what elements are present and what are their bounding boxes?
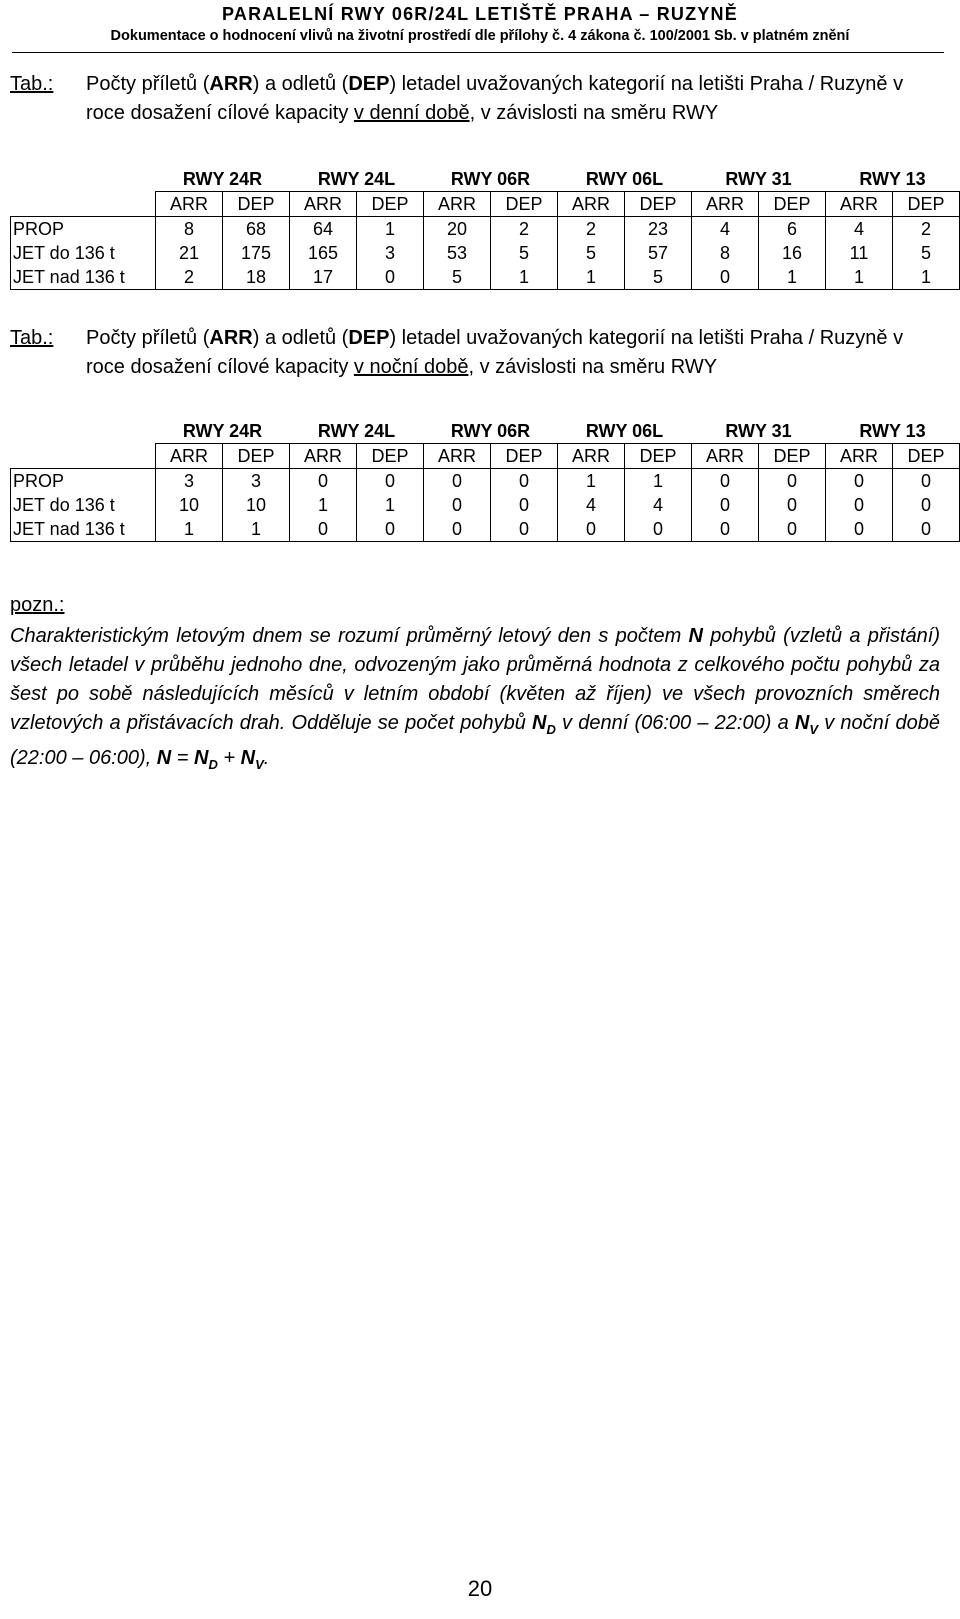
column-header: ARR xyxy=(156,192,223,217)
table-cell: 4 xyxy=(692,217,759,242)
table-cell: 0 xyxy=(424,469,491,494)
table-cell: 10 xyxy=(156,493,223,517)
column-header: ARR xyxy=(424,444,491,469)
page-number: 20 xyxy=(467,1576,493,1601)
row-label: PROP xyxy=(11,469,156,494)
table-cell: 0 xyxy=(491,493,558,517)
table-cell: 0 xyxy=(893,469,960,494)
table-cell: 0 xyxy=(290,469,357,494)
table-cell: 1 xyxy=(290,493,357,517)
runway-header: RWY 31 xyxy=(725,421,792,441)
table-cell: 0 xyxy=(357,517,424,542)
runway-header: RWY 06L xyxy=(585,169,664,189)
table-cell: 0 xyxy=(558,517,625,542)
runway-header: RWY 06L xyxy=(585,421,664,441)
table-cell: 0 xyxy=(759,469,826,494)
table-day xyxy=(10,167,960,290)
column-header: DEP xyxy=(223,444,290,469)
table-cell: 18 xyxy=(223,265,290,290)
column-header: ARR xyxy=(692,444,759,469)
column-header: DEP xyxy=(759,444,826,469)
runway-header: RWY 06R xyxy=(450,169,531,189)
table-cell: 175 xyxy=(223,241,290,265)
table-cell: 3 xyxy=(223,469,290,494)
subheader-spacer xyxy=(11,192,156,217)
column-header: DEP xyxy=(223,192,290,217)
table-cell: 4 xyxy=(558,493,625,517)
table-cell: 64 xyxy=(290,217,357,242)
table-cell: 0 xyxy=(893,517,960,542)
column-header: ARR xyxy=(826,192,893,217)
table-cell: 16 xyxy=(759,241,826,265)
table-cell: 0 xyxy=(692,469,759,494)
table-cell: 0 xyxy=(826,493,893,517)
table-cell: 1 xyxy=(491,265,558,290)
column-header: DEP xyxy=(893,192,960,217)
header-rule xyxy=(12,52,944,53)
column-header: DEP xyxy=(357,444,424,469)
table-cell: 0 xyxy=(826,469,893,494)
runway-header: RWY 24L xyxy=(317,169,396,189)
table-row xyxy=(11,493,960,517)
column-header: DEP xyxy=(893,444,960,469)
table-row xyxy=(11,469,960,494)
table-cell: 68 xyxy=(223,217,290,242)
column-header: ARR xyxy=(290,444,357,469)
table-cell: 2 xyxy=(893,217,960,242)
row-label: JET do 136 t xyxy=(11,241,156,265)
table-cell: 8 xyxy=(156,217,223,242)
table-night xyxy=(10,419,960,542)
table-cell: 17 xyxy=(290,265,357,290)
table-cell: 0 xyxy=(692,493,759,517)
table-cell: 5 xyxy=(424,265,491,290)
column-header: DEP xyxy=(625,444,692,469)
table-cell: 1 xyxy=(156,517,223,542)
table-cell: 0 xyxy=(759,517,826,542)
table-cell: 0 xyxy=(290,517,357,542)
table-cell: 5 xyxy=(491,241,558,265)
table-cell: 21 xyxy=(156,241,223,265)
table-cell: 1 xyxy=(357,493,424,517)
table-cell: 0 xyxy=(893,493,960,517)
note-label: pozn.: xyxy=(10,594,65,616)
caption-label: Tab.: xyxy=(10,73,54,95)
table-cell: 5 xyxy=(625,265,692,290)
column-header: ARR xyxy=(826,444,893,469)
table-cell: 1 xyxy=(826,265,893,290)
table-cell: 23 xyxy=(625,217,692,242)
column-header: ARR xyxy=(290,192,357,217)
table-cell: 0 xyxy=(424,493,491,517)
table-cell: 0 xyxy=(357,469,424,494)
runway-header: RWY 13 xyxy=(859,169,926,189)
caption-label: Tab.: xyxy=(10,327,54,349)
table-cell: 0 xyxy=(692,265,759,290)
table-cell: 0 xyxy=(625,517,692,542)
table-cell: 2 xyxy=(491,217,558,242)
table-cell: 165 xyxy=(290,241,357,265)
runway-header-row xyxy=(11,419,960,444)
document-subtitle: Dokumentace o hodnocení vlivů na životní prostředí dle přílohy č. 4 zákona č. 100/2001 Sb. v platném znění xyxy=(110,28,850,44)
table-cell: 4 xyxy=(826,217,893,242)
header-spacer xyxy=(11,167,156,192)
table-cell: 5 xyxy=(893,241,960,265)
subheader-row xyxy=(11,444,960,469)
table-cell: 1 xyxy=(558,469,625,494)
column-header: ARR xyxy=(558,192,625,217)
table-cell: 1 xyxy=(759,265,826,290)
column-header: ARR xyxy=(558,444,625,469)
caption-text: Počty příletů (ARR) a odletů (DEP) letadel uvažovaných kategorií na letišti Praha / Ruzyně v roce dosažení cílové kapacity v denní době, v závislosti na směru RWY xyxy=(86,73,904,124)
table-cell: 2 xyxy=(156,265,223,290)
runway-header: RWY 31 xyxy=(725,169,792,189)
table-cell: 1 xyxy=(893,265,960,290)
column-header: ARR xyxy=(424,192,491,217)
header-spacer xyxy=(11,419,156,444)
runway-header: RWY 24L xyxy=(317,421,396,441)
column-header: DEP xyxy=(491,444,558,469)
runway-header: RWY 24R xyxy=(182,421,263,441)
table-row xyxy=(11,241,960,265)
table-cell: 0 xyxy=(424,517,491,542)
runway-header-row xyxy=(11,167,960,192)
subheader-row xyxy=(11,192,960,217)
column-header: DEP xyxy=(625,192,692,217)
table-cell: 0 xyxy=(491,469,558,494)
table-cell: 0 xyxy=(491,517,558,542)
column-header: DEP xyxy=(759,192,826,217)
table-cell: 10 xyxy=(223,493,290,517)
column-header: ARR xyxy=(692,192,759,217)
table-cell: 1 xyxy=(625,469,692,494)
row-label: PROP xyxy=(11,217,156,242)
row-label: JET nad 136 t xyxy=(11,517,156,542)
table-row xyxy=(11,517,960,542)
table-row xyxy=(11,265,960,290)
row-label: JET nad 136 t xyxy=(11,265,156,290)
runway-header: RWY 13 xyxy=(859,421,926,441)
row-label: JET do 136 t xyxy=(11,493,156,517)
table-cell: 3 xyxy=(357,241,424,265)
table-cell: 3 xyxy=(156,469,223,494)
caption-text: Počty příletů (ARR) a odletů (DEP) letadel uvažovaných kategorií na letišti Praha / Ruzyně v roce dosažení cílové kapacity v noční době, v závislosti na směru RWY xyxy=(86,327,904,378)
subheader-spacer xyxy=(11,444,156,469)
table-cell: 11 xyxy=(826,241,893,265)
table-cell: 6 xyxy=(759,217,826,242)
runway-header: RWY 24R xyxy=(182,169,263,189)
table-cell: 1 xyxy=(558,265,625,290)
table-cell: 1 xyxy=(357,217,424,242)
table-cell: 0 xyxy=(826,517,893,542)
table-row xyxy=(11,217,960,242)
table-cell: 5 xyxy=(558,241,625,265)
table-cell: 2 xyxy=(558,217,625,242)
table-cell: 57 xyxy=(625,241,692,265)
column-header: DEP xyxy=(491,192,558,217)
runway-header: RWY 06R xyxy=(450,421,531,441)
table-cell: 0 xyxy=(759,493,826,517)
table-cell: 4 xyxy=(625,493,692,517)
table-cell: 8 xyxy=(692,241,759,265)
column-header: DEP xyxy=(357,192,424,217)
document-title: PARALELNÍ RWY 06R/24L LETIŠTĚ PRAHA – RUZYNĚ xyxy=(222,4,738,24)
column-header: ARR xyxy=(156,444,223,469)
note-text: Charakteristickým letovým dnem se rozumí průměrný letový den s počtem N pohybů (vzletů a přistání) všech letadel v průběhu jednoho dne, odvozeným jako průměrná hodnota z celkového počtu pohybů za šest po sobě následujících měsíců v letním období (květen až říjen) ve všech provozních směrech vzletových a přistávacích drah. Odděluje se počet pohybů $N_D$ v denní (06:00 – 22:00) a $N_V$ v noční době (22:00 – 06:00), $N = N_D + N_V$. xyxy=(10,625,940,772)
table-cell: 53 xyxy=(424,241,491,265)
table-cell: 20 xyxy=(424,217,491,242)
table-cell: 1 xyxy=(223,517,290,542)
table-cell: 0 xyxy=(357,265,424,290)
table-cell: 0 xyxy=(692,517,759,542)
